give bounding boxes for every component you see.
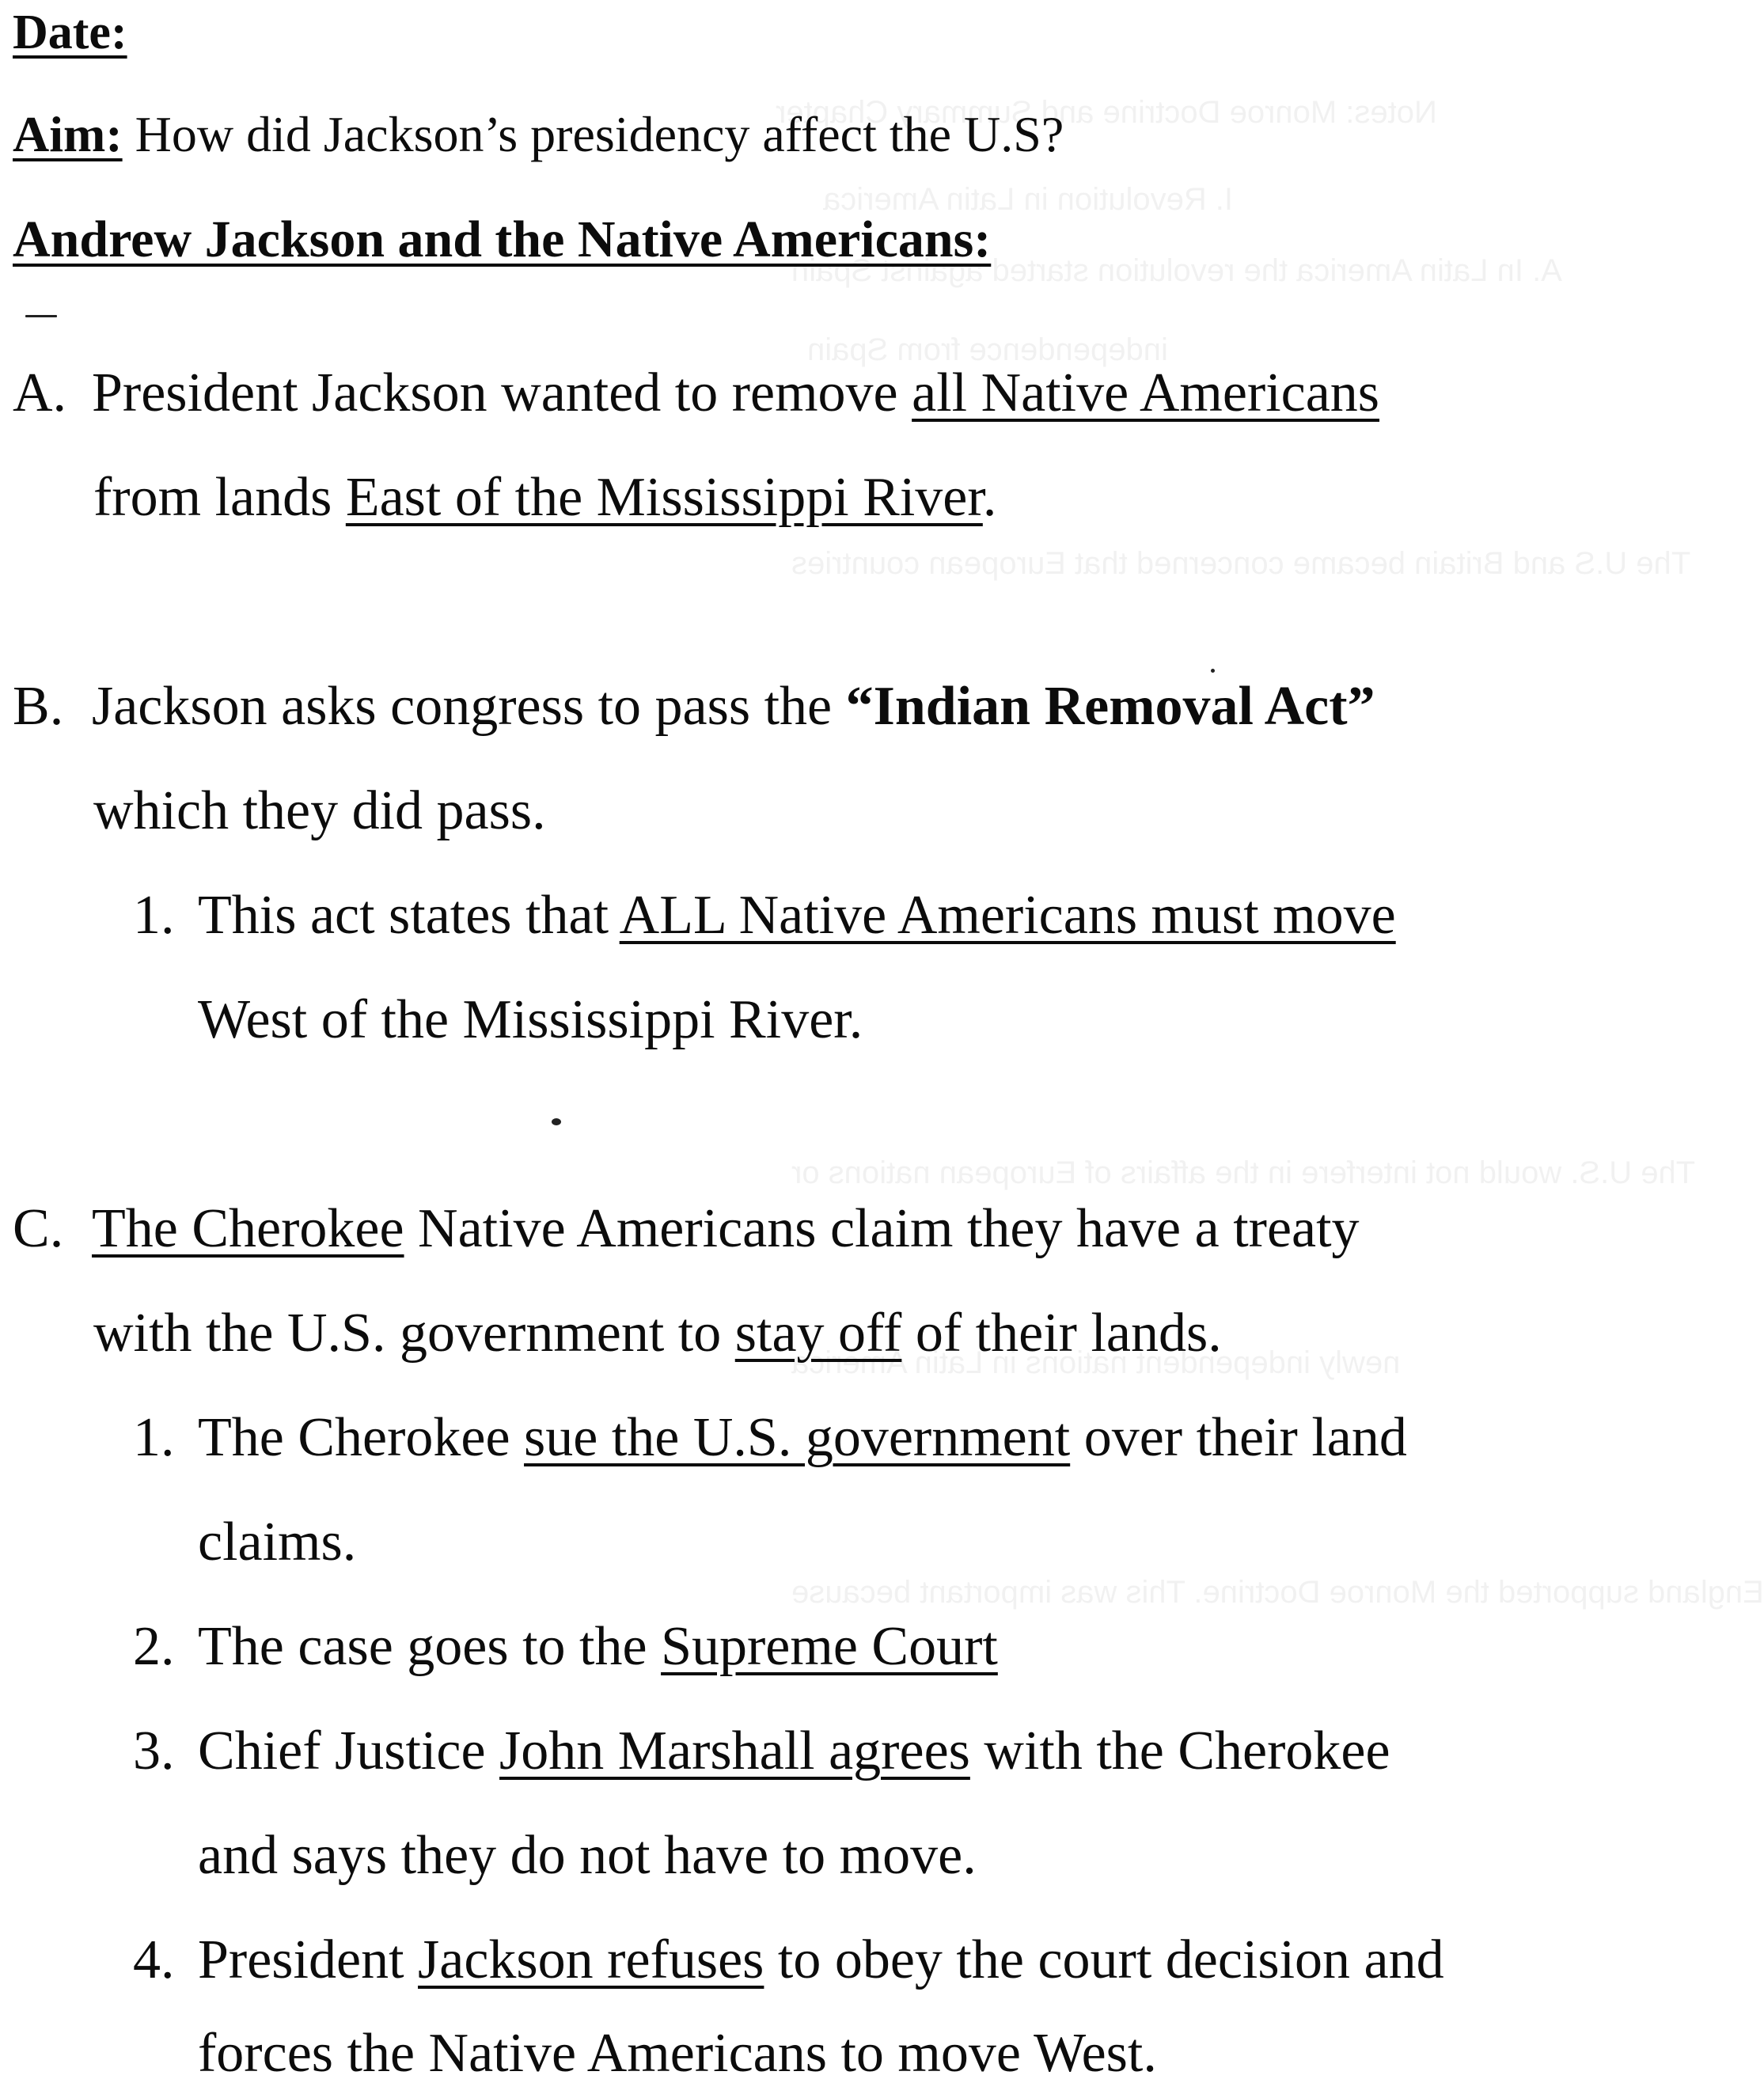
page-title: Andrew Jackson and the Native Americans: <box>13 211 992 268</box>
section-c-item-3-marker: 3. <box>133 1721 175 1781</box>
bleed-through-text: independence from Spain <box>807 332 1168 367</box>
section-a-text: from lands <box>93 467 346 528</box>
bleed-through-text: Notes: Monroe Doctrine and Summary Chapter <box>776 95 1437 130</box>
scan-speck <box>552 1118 561 1125</box>
section-c-item-text: to obey the court decision and <box>764 1929 1444 1990</box>
section-c-item-text: The Cherokee <box>198 1407 525 1468</box>
bleed-through-text: newly independent nations in Latin America <box>791 1345 1401 1380</box>
section-c-text: Native Americans claim they have a treaty <box>404 1198 1360 1259</box>
section-c-underlined: The Cherokee <box>92 1198 404 1259</box>
section-b-line-1 <box>13 676 1375 737</box>
section-c-text: of their lands. <box>901 1303 1222 1364</box>
section-c-item-underlined: Jackson refuses <box>418 1929 764 1990</box>
section-c-item-underlined: John Marshall agrees <box>499 1721 970 1781</box>
section-c-item-3-line-1 <box>133 1721 1390 1781</box>
section-c-item-1-line-1 <box>133 1407 1407 1468</box>
bleed-through-text: The U.S. would not interfere in the affairs of European nations or <box>791 1155 1696 1190</box>
section-a-marker: A. <box>13 362 67 423</box>
section-c-item-text: The case goes to the <box>198 1616 662 1677</box>
scan-speck <box>25 315 57 317</box>
bleed-through-text: A. In Latin America the revolution started against Spain <box>791 253 1562 288</box>
section-b-item-1-marker: 1. <box>133 885 175 946</box>
section-c-text: with the U.S. government to <box>93 1303 735 1364</box>
section-c-item-underlined: Supreme Court <box>661 1616 998 1677</box>
bleed-through-text: The U.S and Britain became concerned that European countries <box>791 546 1691 581</box>
section-c-item-1-marker: 1. <box>133 1407 175 1468</box>
section-c-line-1 <box>13 1198 1360 1259</box>
section-b-marker: B. <box>13 676 64 737</box>
section-b-item-text: This act states that <box>198 885 620 946</box>
section-a-line-2 <box>93 467 997 528</box>
bleed-through-text: I. Revolution in Latin America <box>823 182 1234 217</box>
section-a-underlined: all Native Americans <box>912 362 1380 423</box>
aim-line <box>13 106 1064 162</box>
section-c-item-text: President <box>198 1929 419 1990</box>
aim-label: Aim: <box>13 106 123 162</box>
section-c-item-4-line-2: forces the Native Americans to move West. <box>198 2023 1157 2084</box>
section-a-text: . <box>982 467 997 528</box>
section-c-item-1-line-2: claims. <box>198 1512 357 1573</box>
scan-speck <box>1211 669 1215 673</box>
section-c-item-2-line-1 <box>133 1616 998 1677</box>
section-c-item-text: over their land <box>1070 1407 1407 1468</box>
section-c-marker: C. <box>13 1198 64 1259</box>
section-c-item-2-marker: 2. <box>133 1616 175 1677</box>
section-b-item-1-line-2: West of the Mississippi River. <box>198 989 863 1050</box>
section-a-line-1 <box>13 362 1380 423</box>
section-b-text: Jackson asks congress to pass the <box>92 676 846 737</box>
section-c-item-4-marker: 4. <box>133 1929 175 1990</box>
section-c-item-3-line-2: and says they do not have to move. <box>198 1825 977 1886</box>
aim-question: How did Jackson’s presidency affect the U.S? <box>122 106 1064 162</box>
indian-removal-act: “Indian Removal Act” <box>845 676 1375 737</box>
section-c-item-text: Chief Justice <box>198 1721 500 1781</box>
section-c-item-4-line-1 <box>133 1929 1444 1990</box>
section-b-item-1-line-1 <box>133 885 1396 946</box>
bleed-through-text: England supported the Monroe Doctrine. This was important because <box>791 1575 1764 1610</box>
section-b-line-2: which they did pass. <box>93 780 546 841</box>
section-c-item-text: with the Cherokee <box>969 1721 1390 1781</box>
section-c-item-underlined: sue the U.S. government <box>524 1407 1071 1468</box>
section-c-underlined: stay off <box>734 1303 902 1364</box>
section-a-underlined: East of the Mississippi River <box>345 467 983 528</box>
section-b-item-underlined: ALL Native Americans must move <box>619 885 1396 946</box>
section-c-line-2 <box>93 1303 1222 1364</box>
section-a-text: President Jackson wanted to remove <box>92 362 912 423</box>
date-label: Date: <box>13 6 127 59</box>
